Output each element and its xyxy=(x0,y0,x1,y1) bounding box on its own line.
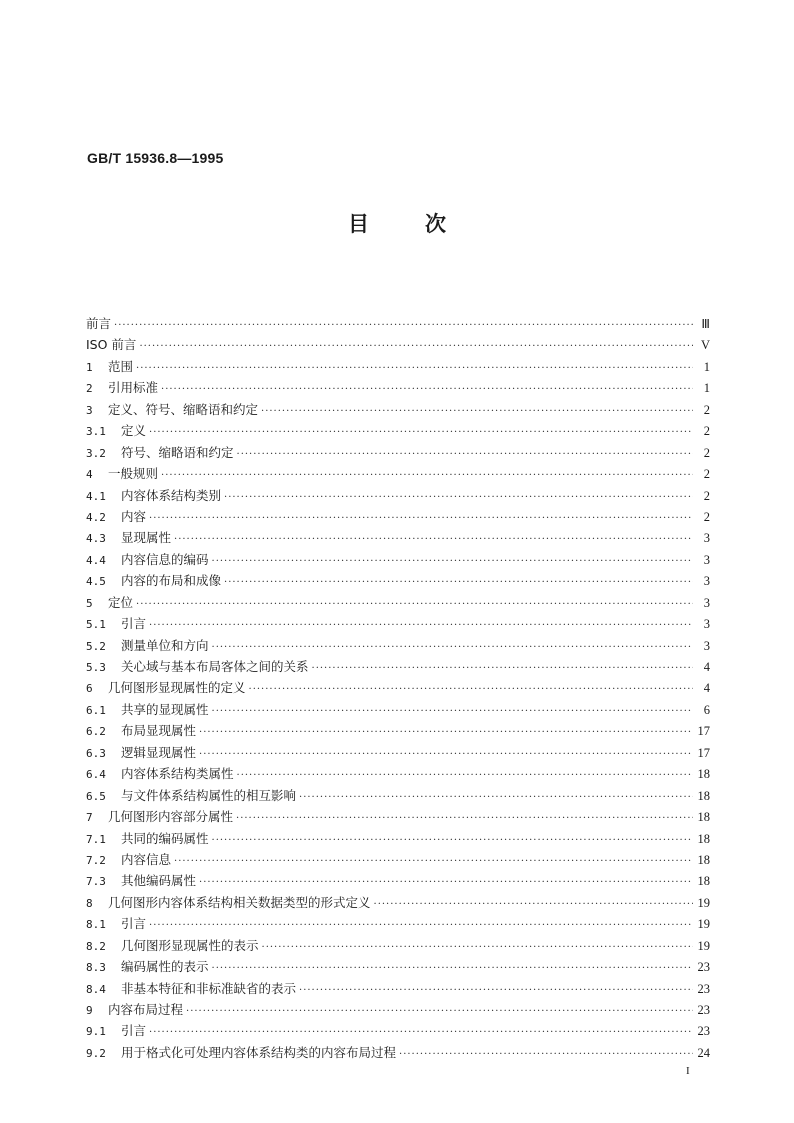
toc-entry[interactable] xyxy=(86,978,710,999)
toc-leader-dots xyxy=(212,701,693,722)
toc-entry-page: 2 xyxy=(703,424,710,439)
toc-leader-dots xyxy=(149,915,693,936)
page-number: I xyxy=(686,1065,690,1077)
toc-entry-page: 3 xyxy=(703,574,710,589)
toc-entry-title: 用于格式化可处理内容体系结构类的内容布局过程 xyxy=(121,1044,397,1060)
toc-entry-number: 8 xyxy=(86,896,93,910)
toc-entry-page: 18 xyxy=(697,810,710,825)
toc-leader-dots xyxy=(262,937,693,958)
toc-entry[interactable] xyxy=(86,720,710,741)
toc-leader-dots xyxy=(212,830,693,851)
toc-entry-title: 其他编码属性 xyxy=(121,873,197,889)
toc-entry[interactable] xyxy=(86,999,710,1020)
toc-entry-number: 2 xyxy=(86,382,93,396)
toc-entry-number: 5 xyxy=(86,596,93,610)
toc-leader-dots xyxy=(237,765,693,786)
toc-entry-page: 17 xyxy=(697,724,710,739)
toc-entry[interactable] xyxy=(86,485,710,506)
toc-entry-page: 23 xyxy=(697,981,710,996)
toc-leader-dots xyxy=(212,551,693,572)
toc-leader-dots xyxy=(161,465,693,486)
toc-leader-dots xyxy=(139,336,693,357)
toc-entry-number: 6.3 xyxy=(86,746,106,760)
toc-entry-number: 7.2 xyxy=(86,853,106,867)
toc-entry-title: 符号、缩略语和约定 xyxy=(121,444,234,460)
toc-entry-title: 非基本特征和非标准缺省的表示 xyxy=(121,980,297,996)
toc-entry-page: 3 xyxy=(703,595,710,610)
toc-entry-title: 定义 xyxy=(121,423,147,439)
toc-entry-page: 19 xyxy=(697,938,710,953)
toc-entry[interactable] xyxy=(86,785,710,806)
page-title xyxy=(0,208,794,238)
toc-entry[interactable] xyxy=(86,356,710,377)
toc-leader-dots xyxy=(174,529,693,550)
toc-entry-page: 18 xyxy=(697,767,710,782)
toc-entry-title: 引用标准 xyxy=(108,380,159,396)
toc-entry-number: 1 xyxy=(86,360,93,374)
toc-leader-dots xyxy=(114,315,693,336)
toc-entry-title: 几何图形显现属性的定义 xyxy=(108,680,246,696)
toc-entry-number: 9.1 xyxy=(86,1025,106,1039)
toc-entry-number: 8.4 xyxy=(86,982,106,996)
toc-entry-title: 定义、符号、缩略语和约定 xyxy=(108,401,259,417)
toc-entry-number: 8.2 xyxy=(86,939,106,953)
toc-entry-title: 内容信息 xyxy=(121,851,172,867)
toc-entry-page: V xyxy=(700,338,710,353)
toc-entry-page: 3 xyxy=(703,617,710,632)
toc-leader-dots xyxy=(399,1044,693,1065)
toc-entry-page: 2 xyxy=(703,509,710,524)
toc-leader-dots xyxy=(199,872,693,893)
toc-entry-number: 6.1 xyxy=(86,703,106,717)
toc-entry[interactable] xyxy=(86,913,710,934)
toc-leader-dots xyxy=(261,401,693,422)
toc-entry-page: 3 xyxy=(703,531,710,546)
toc-leader-dots xyxy=(199,744,693,765)
toc-entry[interactable] xyxy=(86,870,710,891)
toc-entry[interactable] xyxy=(86,849,710,870)
toc-entry[interactable] xyxy=(86,742,710,763)
toc-entry-number: 9 xyxy=(86,1004,93,1017)
toc-entry-title: 几何图形内容部分属性 xyxy=(108,809,234,825)
toc-entry[interactable] xyxy=(86,420,710,441)
title-part-1: 目 xyxy=(348,212,369,236)
toc-entry-number: 4.4 xyxy=(86,553,106,567)
toc-entry-page: 19 xyxy=(697,917,710,932)
toc-entry-title: 内容布局过程 xyxy=(108,1002,184,1017)
toc-leader-dots xyxy=(186,1001,693,1022)
toc-entry-number: 3.1 xyxy=(86,425,106,439)
toc-entry[interactable] xyxy=(86,549,710,570)
toc-entry-number: 8.3 xyxy=(86,961,106,975)
toc-leader-dots xyxy=(212,958,693,979)
toc-entry-title: 关心域与基本布局客体之间的关系 xyxy=(121,659,309,674)
toc-entry[interactable] xyxy=(86,334,710,355)
toc-entry[interactable] xyxy=(86,442,710,463)
toc-entry-title: 测量单位和方向 xyxy=(121,637,209,653)
toc-entry-title: 显现属性 xyxy=(121,530,172,546)
toc-entry-number: 4.1 xyxy=(86,489,106,503)
toc-leader-dots xyxy=(299,787,693,808)
toc-entry-page: Ⅲ xyxy=(701,317,710,331)
toc-entry[interactable] xyxy=(86,763,710,784)
toc-entry-page: 2 xyxy=(703,402,710,417)
toc-entry[interactable] xyxy=(86,806,710,827)
toc-entry-page: 18 xyxy=(697,831,710,846)
toc-entry-title: 内容信息的编码 xyxy=(121,551,209,567)
toc-entry-number: 7.3 xyxy=(86,875,106,889)
toc-entry[interactable] xyxy=(86,1020,710,1041)
toc-entry-page: 19 xyxy=(697,895,710,910)
toc-entry-title: 引言 xyxy=(121,616,147,632)
toc-entry[interactable] xyxy=(86,506,710,527)
toc-leader-dots xyxy=(224,487,693,508)
toc-entry-page: 3 xyxy=(703,552,710,567)
toc-leader-dots xyxy=(374,894,693,915)
toc-entry-page: 24 xyxy=(697,1045,710,1060)
toc-leader-dots xyxy=(312,658,693,679)
toc-entry[interactable] xyxy=(86,313,710,334)
toc-entry-number: 4.2 xyxy=(86,510,106,524)
toc-entry-number: 5.2 xyxy=(86,639,106,653)
toc-entry[interactable] xyxy=(86,613,710,634)
toc-entry-title: 几何图形显现属性的表示 xyxy=(121,937,259,953)
toc-leader-dots xyxy=(161,379,693,400)
toc-entry-title: 前言 xyxy=(86,316,112,331)
toc-entry-number: 5.3 xyxy=(86,661,106,674)
toc-leader-dots xyxy=(136,594,693,615)
toc-entry-page: 2 xyxy=(703,488,710,503)
toc-leader-dots xyxy=(236,808,693,829)
toc-entry-page: 23 xyxy=(697,1024,710,1039)
toc-entry-page: 4 xyxy=(703,660,710,674)
toc-entry-page: 4 xyxy=(703,681,710,696)
toc-entry[interactable] xyxy=(86,699,710,720)
toc-entry-page: 17 xyxy=(697,745,710,760)
toc-entry[interactable] xyxy=(86,570,710,591)
toc-entry[interactable] xyxy=(86,828,710,849)
toc-entry-title: 内容体系结构类属性 xyxy=(121,766,234,782)
toc-entry-number: 4.5 xyxy=(86,575,106,589)
toc-entry-page: 18 xyxy=(697,788,710,803)
toc-entry-number: 6.5 xyxy=(86,789,106,803)
toc-entry[interactable] xyxy=(86,635,710,656)
toc-entry-number: 3.2 xyxy=(86,446,106,460)
toc-entry[interactable] xyxy=(86,656,710,677)
toc-leader-dots xyxy=(199,722,693,743)
table-of-contents xyxy=(86,313,710,1063)
toc-leader-dots xyxy=(174,851,693,872)
toc-entry-page: 18 xyxy=(697,874,710,889)
toc-entry[interactable] xyxy=(86,592,710,613)
toc-entry-page: 2 xyxy=(703,445,710,460)
toc-entry-title: 布局显现属性 xyxy=(121,723,197,739)
toc-entry-number: 6 xyxy=(86,682,93,696)
toc-entry[interactable] xyxy=(86,677,710,698)
toc-entry-number: 3 xyxy=(86,403,93,417)
toc-leader-dots xyxy=(149,615,693,636)
standard-number: GB/T 15936.8—1995 xyxy=(87,150,224,166)
toc-entry[interactable] xyxy=(86,956,710,977)
toc-entry[interactable] xyxy=(86,463,710,484)
toc-entry-title: 内容的布局和成像 xyxy=(121,573,222,589)
toc-entry-title: 引言 xyxy=(121,916,147,932)
toc-leader-dots xyxy=(149,1022,693,1043)
toc-leader-dots xyxy=(224,572,693,593)
toc-leader-dots xyxy=(136,358,693,379)
toc-leader-dots xyxy=(212,637,693,658)
toc-entry-title: 内容 xyxy=(121,508,147,524)
toc-leader-dots xyxy=(237,444,693,465)
toc-entry[interactable] xyxy=(86,892,710,913)
toc-entry[interactable] xyxy=(86,527,710,548)
toc-entry-title: 一般规则 xyxy=(108,466,159,482)
toc-entry-number: 6.4 xyxy=(86,768,106,782)
toc-entry-title: 内容体系结构类别 xyxy=(121,487,222,503)
toc-entry-page: 1 xyxy=(703,381,710,396)
toc-entry-page: 23 xyxy=(697,1003,710,1017)
toc-entry[interactable] xyxy=(86,1042,710,1063)
toc-entry-number: 7.1 xyxy=(86,832,106,846)
toc-entry-title: 引言 xyxy=(121,1023,147,1039)
toc-entry-number: 4.3 xyxy=(86,532,106,546)
toc-entry-title: 范围 xyxy=(108,358,134,374)
toc-leader-dots xyxy=(299,980,693,1001)
toc-entry[interactable] xyxy=(86,935,710,956)
toc-entry-page: 23 xyxy=(697,960,710,975)
toc-entry-page: 6 xyxy=(703,702,710,717)
toc-leader-dots xyxy=(149,508,693,529)
toc-entry-page: 18 xyxy=(697,852,710,867)
toc-entry-number: 5.1 xyxy=(86,618,106,632)
toc-leader-dots xyxy=(249,679,693,700)
toc-entry-number: 4 xyxy=(86,468,93,482)
toc-entry-title: 编码属性的表示 xyxy=(121,959,209,975)
title-part-2: 次 xyxy=(425,212,446,236)
toc-entry-title: 共享的显现属性 xyxy=(121,701,209,717)
toc-entry[interactable] xyxy=(86,399,710,420)
toc-leader-dots xyxy=(149,422,693,443)
toc-entry-title: 几何图形内容体系结构相关数据类型的形式定义 xyxy=(108,894,371,910)
toc-entry-number: 7 xyxy=(86,811,93,825)
toc-entry-title: 定位 xyxy=(108,594,134,610)
toc-entry-number: 6.2 xyxy=(86,725,106,739)
toc-entry-page: 2 xyxy=(703,467,710,482)
toc-entry-page: 3 xyxy=(703,638,710,653)
toc-entry-number: 8.1 xyxy=(86,918,106,932)
toc-entry-number: 9.2 xyxy=(86,1046,106,1060)
toc-entry-title: 逻辑显现属性 xyxy=(121,744,197,760)
toc-entry[interactable] xyxy=(86,377,710,398)
toc-entry-title: 共同的编码属性 xyxy=(121,830,209,846)
toc-entry-page: 1 xyxy=(703,359,710,374)
toc-entry-title: ISO 前言 xyxy=(86,337,137,353)
toc-entry-title: 与文件体系结构属性的相互影响 xyxy=(121,787,297,803)
